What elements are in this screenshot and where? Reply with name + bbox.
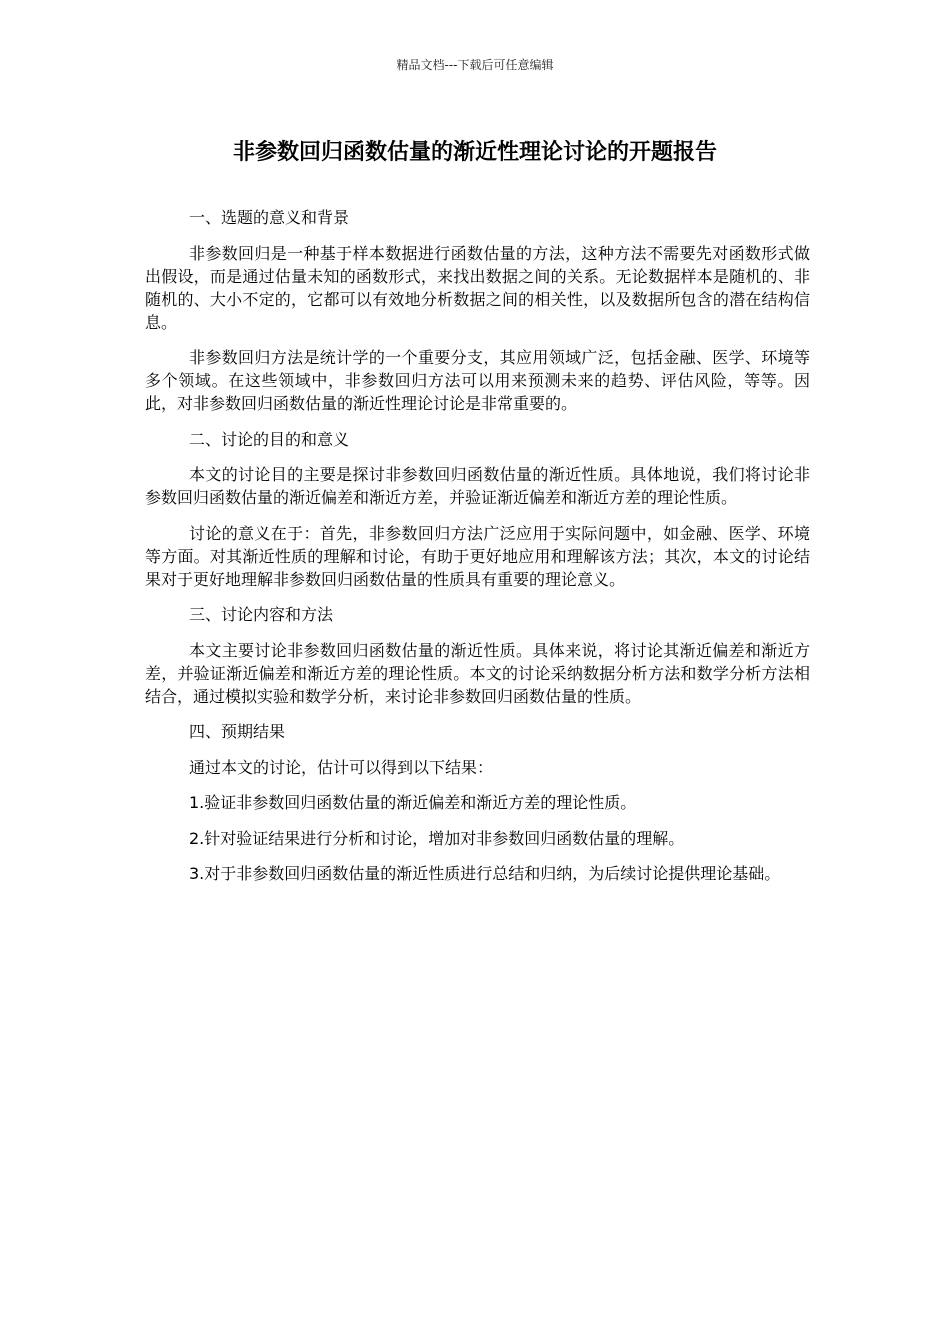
document-body bbox=[145, 206, 810, 898]
section-heading: 四、预期结果 bbox=[189, 722, 286, 741]
section-heading: 二、讨论的目的和意义 bbox=[189, 429, 350, 449]
page-header-watermark: 精品文档---下载后可任意编辑 bbox=[396, 58, 554, 72]
list-item: 2.针对验证结果进行分析和讨论，增加对非参数回归函数估量的理解。 bbox=[189, 828, 685, 848]
paragraph: 非参数回归是一种基于样本数据进行函数估量的方法，这种方法不需要先对函数形式做出假设，而是通过估量未知的函数形式，来找出数据之间的关系。无论数据样本是随机的、非随机的、大小不定的，它都可以有效地分析数据之间的相关性，以及数据所包含的潜在结构信息。 bbox=[145, 243, 810, 332]
section-heading: 三、讨论内容和方法 bbox=[189, 605, 334, 624]
paragraph: 本文主要讨论非参数回归函数估量的渐近性质。具体来说，将讨论其渐近偏差和渐近方差，并验证渐近偏差和渐近方差的理论性质。本文的讨论采纳数据分析方法和数学分析方法相结合，通过模拟实验和数学分析，来讨论非参数回归函数估量的性质。 bbox=[145, 640, 810, 706]
paragraph: 讨论的意义在于：首先，非参数回归方法广泛应用于实际问题中，如金融、医学、环境等方面。对其渐近性质的理解和讨论，有助于更好地应用和理解该方法；其次，本文的讨论结果对于更好地理解非参数回归函数估量的性质具有重要的理论意义。 bbox=[145, 523, 810, 589]
list-item: 3.对于非参数回归函数估量的渐近性质进行总结和归纳，为后续讨论提供理论基础。 bbox=[189, 864, 781, 883]
paragraph: 本文的讨论目的主要是探讨非参数回归函数估量的渐近性质。具体地说，我们将讨论非参数回归函数估量的渐近偏差和渐近方差，并验证渐近偏差和渐近方差的理论性质。 bbox=[145, 465, 810, 507]
section-heading: 一、选题的意义和背景 bbox=[189, 208, 350, 227]
paragraph: 通过本文的讨论，估计可以得到以下结果： bbox=[189, 757, 494, 777]
paragraph: 非参数回归方法是统计学的一个重要分支，其应用领域广泛，包括金融、医学、环境等多个领域。在这些领域中，非参数回归方法可以用来预测未来的趋势、评估风险，等等。因此，对非参数回归函数估量的渐近性理论讨论是非常重要的。 bbox=[145, 348, 810, 413]
document-title: 非参数回归函数估量的渐近性理论讨论的开题报告 bbox=[232, 140, 717, 165]
list-item: 1.验证非参数回归函数估量的渐近偏差和渐近方差的理论性质。 bbox=[189, 793, 637, 812]
